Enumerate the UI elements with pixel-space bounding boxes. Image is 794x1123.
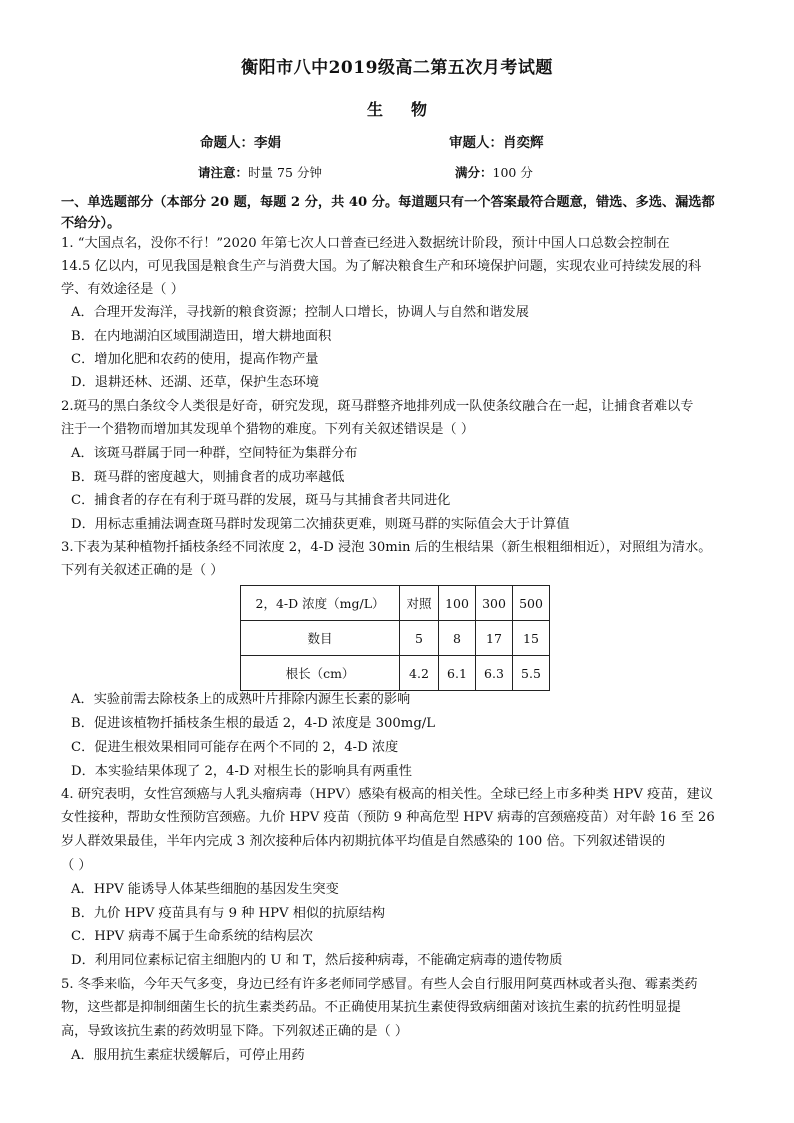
q3-option-a: A．实验前需去除枝条上的成熟叶片排除内源生长素的影响 <box>71 692 411 707</box>
page-title: 衡阳市八中2019级高二第五次月考试题 <box>241 58 553 78</box>
subject-char-1: 生 <box>366 100 383 119</box>
q4-option-a: A．HPV 能诱导人体某些细胞的基因发生突变 <box>71 882 339 897</box>
q4-stem-3: 岁人群效果最佳，半年内完成 3 剂次接种后体内初期抗体平均值是自然感染的 100 倍。下列叙述错误的 <box>61 834 666 849</box>
table-row <box>241 656 550 691</box>
time-line <box>198 163 322 181</box>
table-cell: 6.1 <box>439 656 476 691</box>
q1-option-a: A．合理开发海洋，寻找新的粮食资源；控制人口增长，协调人与自然和谐发展 <box>71 305 529 320</box>
q5-stem-3: 高，导致该抗生素的药效明显下降。下列叙述正确的是（ ） <box>61 1024 409 1039</box>
table-cell: 5.5 <box>513 656 550 691</box>
q1-stem-1: 1. “大国点名，没你不行！”2020 年第七次人口普查已经进入数据统计阶段，预计中国人口总数会控制在 <box>61 236 670 251</box>
section-instruction-2: 不给分）。 <box>61 216 121 231</box>
table-row <box>241 586 550 621</box>
notice-value: 时量 75 分钟 <box>248 165 322 180</box>
q4-option-d: D．利用同位素标记宿主细胞内的 U 和 T，然后接种病毒，不能确定病毒的遗传物质 <box>71 953 563 968</box>
author-name: 李娟 <box>254 135 281 151</box>
table-cell: 2，4-D 浓度（mg/L） <box>241 586 400 621</box>
reviewer-name: 肖奕辉 <box>503 135 544 151</box>
q1-option-b: B．在内地湖泊区域围湖造田，增大耕地面积 <box>71 329 332 344</box>
table-cell: 对照 <box>400 586 439 621</box>
q1-stem-3: 学、有效途径是（ ） <box>61 282 184 297</box>
q2-option-c: C．捕食者的存在有利于斑马群的发展，斑马与其捕食者共同进化 <box>71 493 451 508</box>
section-instruction-1: 一、单选题部分（本部分 20 题，每题 2 分，共 40 分。每道题只有一个答案最符合题意，错选、多选、漏选都 <box>61 195 715 210</box>
score-value: 100 分 <box>492 165 533 180</box>
q3-stem-1: 3.下表为某种植物扦插枝条经不同浓度 2，4-D 浸泡 30min 后的生根结果（新生根粗细相近），对照组为清水。 <box>61 540 712 555</box>
table-cell: 5 <box>400 621 439 656</box>
subject-heading <box>0 97 794 120</box>
q3-option-b: B．促进该植物扦插枝条生根的最适 2，4-D 浓度是 300mg/L <box>71 716 435 731</box>
table-cell: 17 <box>476 621 513 656</box>
subject-char-2: 物 <box>411 100 428 119</box>
q4-stem-2: 女性接种，帮助女性预防宫颈癌。九价 HPV 疫苗（预防 9 种高危型 HPV 病毒的宫颈癌疫苗）对年龄 16 至 26 <box>61 810 715 825</box>
reviewer-line <box>449 131 544 151</box>
results-table <box>240 585 550 691</box>
author-label: 命题人： <box>200 135 254 151</box>
table-cell: 6.3 <box>476 656 513 691</box>
table-cell: 300 <box>476 586 513 621</box>
table-cell: 数目 <box>241 621 400 656</box>
notice-label: 请注意： <box>198 165 249 180</box>
table-cell: 15 <box>513 621 550 656</box>
table-cell: 4.2 <box>400 656 439 691</box>
table-cell: 100 <box>439 586 476 621</box>
q4-stem-1: 4. 研究表明，女性宫颈癌与人乳头瘤病毒（HPV）感染有极高的相关性。全球已经上市多种类 HPV 疫苗，建议 <box>61 787 714 802</box>
q2-option-d: D．用标志重捕法调查斑马群时发现第二次捕获更难，则斑马群的实际值会大于计算值 <box>71 517 570 532</box>
q5-stem-2: 物，这些都是抑制细菌生长的抗生素类药品。不正确使用某抗生素使得致病细菌对该抗生素的抗药性明显提 <box>61 1000 681 1015</box>
q4-option-b: B．九价 HPV 疫苗具有与 9 种 HPV 相似的抗原结构 <box>71 906 386 921</box>
score-line <box>455 163 533 181</box>
q3-stem-2: 下列有关叙述正确的是（ ） <box>61 563 224 578</box>
q1-stem-2: 14.5 亿以内，可见我国是粮食生产与消费大国。为了解决粮食生产和环境保护问题，实现农业可持续发展的科 <box>61 259 702 274</box>
q4-stem-4: （ ） <box>61 858 92 873</box>
score-label: 满分： <box>455 165 493 180</box>
table-row <box>241 621 550 656</box>
table-cell: 500 <box>513 586 550 621</box>
q1-option-c: C．增加化肥和农药的使用，提高作物产量 <box>71 352 319 367</box>
q3-option-c: C．促进生根效果相同可能存在两个不同的 2，4-D 浓度 <box>71 740 399 755</box>
q5-option-a: A．服用抗生素症状缓解后，可停止用药 <box>71 1048 305 1063</box>
q3-option-d: D．本实验结果体现了 2，4-D 对根生长的影响具有两重性 <box>71 764 412 779</box>
q5-stem-1: 5. 冬季来临，今年天气多变，身边已经有许多老师同学感冒。有些人会自行服用阿莫西林或者头孢、霉素类药 <box>61 977 698 992</box>
q1-option-d: D．退耕还林、还湖、还草，保护生态环境 <box>71 375 319 390</box>
table-cell: 根长（cm） <box>241 656 400 691</box>
table-cell: 8 <box>439 621 476 656</box>
q2-stem-1: 2.斑马的黑白条纹令人类很是好奇，研究发现，斑马群整齐地排列成一队使条纹融合在一起，让捕食者难以专 <box>61 399 694 414</box>
q2-option-b: B．斑马群的密度越大，则捕食者的成功率越低 <box>71 470 345 485</box>
q2-option-a: A．该斑马群属于同一种群，空间特征为集群分布 <box>71 446 358 461</box>
q2-stem-2: 注于一个猎物而增加其发现单个猎物的难度。下列有关叙述错误是（ ） <box>61 422 475 437</box>
reviewer-label: 审题人： <box>449 135 503 151</box>
author-line <box>200 131 281 151</box>
q4-option-c: C．HPV 病毒不属于生命系统的结构层次 <box>71 929 313 944</box>
